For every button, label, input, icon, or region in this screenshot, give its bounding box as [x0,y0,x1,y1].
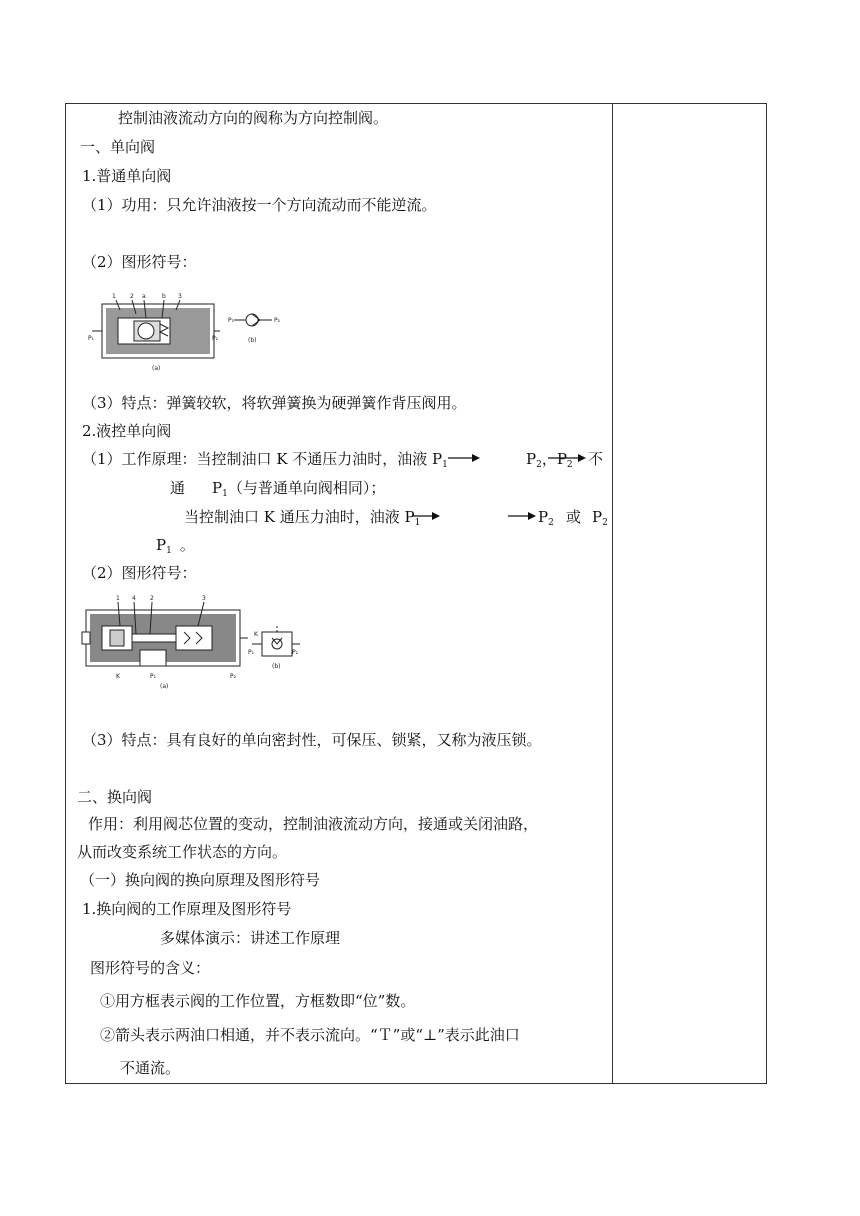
feature-line-2: （3）特点：具有良好的单向密封性，可保压、锁紧，又称为液压锁。 [82,731,542,749]
fig2-port-p2: P₂ [230,673,237,680]
purpose-line-1: 作用：利用阀芯位置的变动，控制油液流动方向，接通或关闭油路， [88,815,539,833]
fig2-symbol-p2: P₂ [292,649,299,656]
sub-p2-b: 2 [566,460,573,470]
fig1-caption-a: (a) [152,365,161,372]
p2-label-a: P [526,450,537,468]
fig1-caption-b: (b) [248,337,257,344]
section-heading-two: 二、换向阀 [77,788,153,806]
p2-label-c: P [538,508,549,526]
fig2-caption-b: (b) [272,663,281,670]
fig1-callout-2: 2 [130,293,134,300]
fig1-port-left: P₁ [88,335,95,342]
section-heading-one: 一、单向阀 [80,138,156,156]
pilot-check-valve-figure [80,592,304,690]
p2-label-b: ，P [541,450,567,468]
same-as-ordinary-text: （与普通单向阀相同）； [227,479,386,497]
purpose-line-2: 从而改变系统工作状态的方向。 [77,843,288,861]
numbered-heading: 1.换向阀的工作原理及图形符号 [82,900,292,918]
fig1-callout-3: 3 [178,293,182,300]
subheading-ordinary-check-valve: 1.普通单向阀 [82,167,172,185]
subsection-heading: （一）换向阀的换向原理及图形符号 [80,871,321,889]
sub-p2-a: 2 [536,460,542,470]
fig2-caption-a: (a) [160,683,169,690]
p1-label-e: P [156,536,167,554]
meaning-item-2-cont: 不通流。 [120,1059,181,1077]
meaning-item-1: ①用方框表示阀的工作位置，方框数即“位”数。 [100,992,416,1010]
not-label: 不 [588,450,604,468]
function-line: （1）功用：只允许油液按一个方向流动而不能逆流。 [82,196,437,214]
sub-p1-c: 1 [414,518,421,528]
through-label: 通 [170,479,186,497]
meaning-item-2: ②箭头表示两油口相通，并不表示流向。“Ｔ”或“⊥”表示此油口 [100,1026,520,1044]
working-principle-line-a [82,449,448,475]
feature-line-1: （3）特点：弹簧较软，将软弹簧换为硬弹簧作背压阀用。 [82,394,467,412]
sub-p1-b: 1 [222,489,228,499]
fig2-port-p1: P₁ [150,673,157,680]
sub-p1-a: 1 [442,460,448,470]
fig2-symbol-k: K [254,631,258,638]
fig1-symbol-p1: P₁ [228,317,235,324]
working-principle-text: （1）工作原理：当控制油口 K 不通压力油时，油液 P [82,450,443,468]
fig1-callout-a: a [142,293,146,300]
period: 。 [179,536,195,554]
table-column-divider [612,103,613,1084]
sub-p2-c: 2 [548,518,554,528]
p1-end-line [156,535,195,561]
flow-arrow-2 [548,452,588,464]
or-label: 或 [566,508,582,526]
p1-label-b: P [212,479,223,497]
subheading-pilot-check-valve: 2.液控单向阀 [82,422,172,440]
flow-arrow-1 [448,452,482,464]
fig1-callout-1: 1 [112,293,116,300]
sub-p2-d: 2 [602,518,608,528]
p2-or-line [538,507,554,533]
pressure-on-text: 当控制油口 K 通压力油时，油液 P [184,508,415,526]
fig2-port-k: K [116,673,120,680]
pressure-on-line [184,507,420,533]
fig2-callout-3: 3 [202,595,206,602]
p2-label-d: P [592,508,603,526]
fig2-callout-4: 4 [132,595,136,602]
intro-line: 控制油液流动方向的阀称为方向控制阀。 [118,109,389,127]
symbol-heading-1: （2）图形符号： [82,253,197,271]
same-as-ordinary-line [212,478,385,504]
flow-arrow-4 [508,510,538,522]
fig2-symbol-p1: P₁ [248,649,255,656]
fig1-port-right: P₂ [212,335,219,342]
symbol-heading-2: （2）图形符号： [82,564,197,582]
sub-p1-e: 1 [166,546,172,556]
fig2-callout-1: 1 [116,595,120,602]
check-valve-figure [88,288,300,374]
p2-line-end [592,507,608,533]
fig1-callout-b: b [162,293,166,300]
fig2-callout-2: 2 [150,595,154,602]
fig1-symbol-p2: P₂ [274,317,281,324]
multimedia-line: 多媒体演示：讲述工作原理 [160,929,341,947]
meaning-heading: 图形符号的含义： [90,959,211,977]
flow-arrow-3 [412,510,442,522]
